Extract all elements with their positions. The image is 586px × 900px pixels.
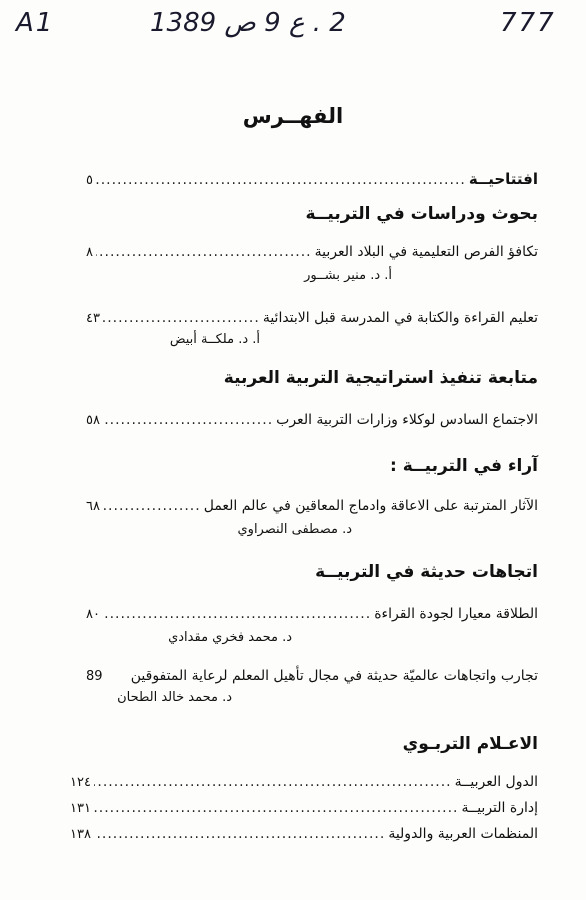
toc-entry-label: الآثار المترتبة على الاعاقة وادماج المعاقين في عالم العمل (203, 498, 538, 514)
leader-dots (96, 244, 312, 260)
toc-entry (70, 826, 538, 842)
toc-entry-label: الطلاقة معيارا لجودة القراءة (374, 606, 538, 622)
handwritten-number: 777 (500, 8, 556, 38)
toc-entry-page: ٤٣ (86, 311, 100, 326)
toc-entry-label: المنظمات العربية والدولية (388, 826, 538, 842)
toc-entry (86, 310, 538, 326)
toc-entry-label: الدول العربيــة (454, 774, 538, 790)
toc-entry-label: الاجتماع السادس لوكلاء وزارات التربية العرب (276, 412, 538, 428)
toc-entry-page: ٦٨ (86, 499, 100, 514)
toc-entry (86, 412, 538, 428)
toc-entry-author: أ. د. ملكــة أبيض (169, 332, 260, 347)
toc-entry-page: 89 (86, 669, 103, 684)
toc-entry-label: افتتاحيــة (468, 170, 538, 188)
toc-entry-opening (86, 170, 538, 188)
section-heading: متابعة تنفيذ استراتيجية التربية العربية (223, 368, 538, 388)
leader-dots (94, 774, 452, 790)
toc-entry-page: ٨ (86, 245, 93, 260)
toc-entry (70, 774, 538, 790)
handwritten-date: 2 . ع 9 ص 1389 (150, 8, 346, 38)
leader-dots (103, 412, 273, 428)
toc-entry-author: د. محمد فخري مقدادي (168, 630, 292, 645)
toc-entry-page: ٨٠ (86, 607, 100, 622)
toc-entry-author: د. مصطفى النصراوي (237, 522, 352, 537)
page-title: الفهــرس (242, 104, 344, 128)
toc-entry (86, 244, 538, 260)
section-heading: الاعـلام التربـوي (402, 734, 538, 754)
toc-entry (70, 800, 538, 816)
section-heading: بحوث ودراسات في التربيــة (305, 204, 538, 224)
leader-dots (94, 800, 459, 816)
handwritten-code: A1 (16, 8, 55, 38)
toc-entry-label: تكافؤ الفرص التعليمية في البلاد العربية (314, 244, 538, 260)
leader-dots (103, 310, 260, 326)
toc-entry-label: تعليم القراءة والكتابة في المدرسة قبل الابتدائية (262, 310, 538, 326)
toc-entry-page: ١٢٤ (70, 775, 91, 790)
leader-dots (96, 172, 466, 188)
section-heading: آراء في التربيــة : (390, 456, 538, 476)
toc-entry-author: أ. د. منير بشــور (304, 268, 392, 283)
toc-entry-page: ١٣١ (70, 801, 91, 816)
section-heading: اتجاهات حديثة في التربيــة (315, 562, 538, 582)
toc-entry-author: د. محمد خالد الطحان (117, 690, 232, 705)
toc-entry-label: تجارب واتجاهات عالميّة حديثة في مجال تأهيل المعلم لرعاية المتفوقين (130, 668, 538, 684)
toc-entry (86, 498, 538, 514)
toc-entry (86, 668, 538, 684)
toc-entry-page: ٥٨ (86, 413, 100, 428)
toc-entry (86, 606, 538, 622)
toc-entry-page: ١٣٨ (70, 827, 91, 842)
handwritten-annotation (0, 8, 586, 48)
leader-dots (103, 606, 371, 622)
toc-entry-label: إدارة التربيــة (461, 800, 538, 816)
leader-dots (94, 826, 385, 842)
toc-entry-page: ٥ (86, 173, 93, 188)
leader-dots (103, 498, 201, 514)
